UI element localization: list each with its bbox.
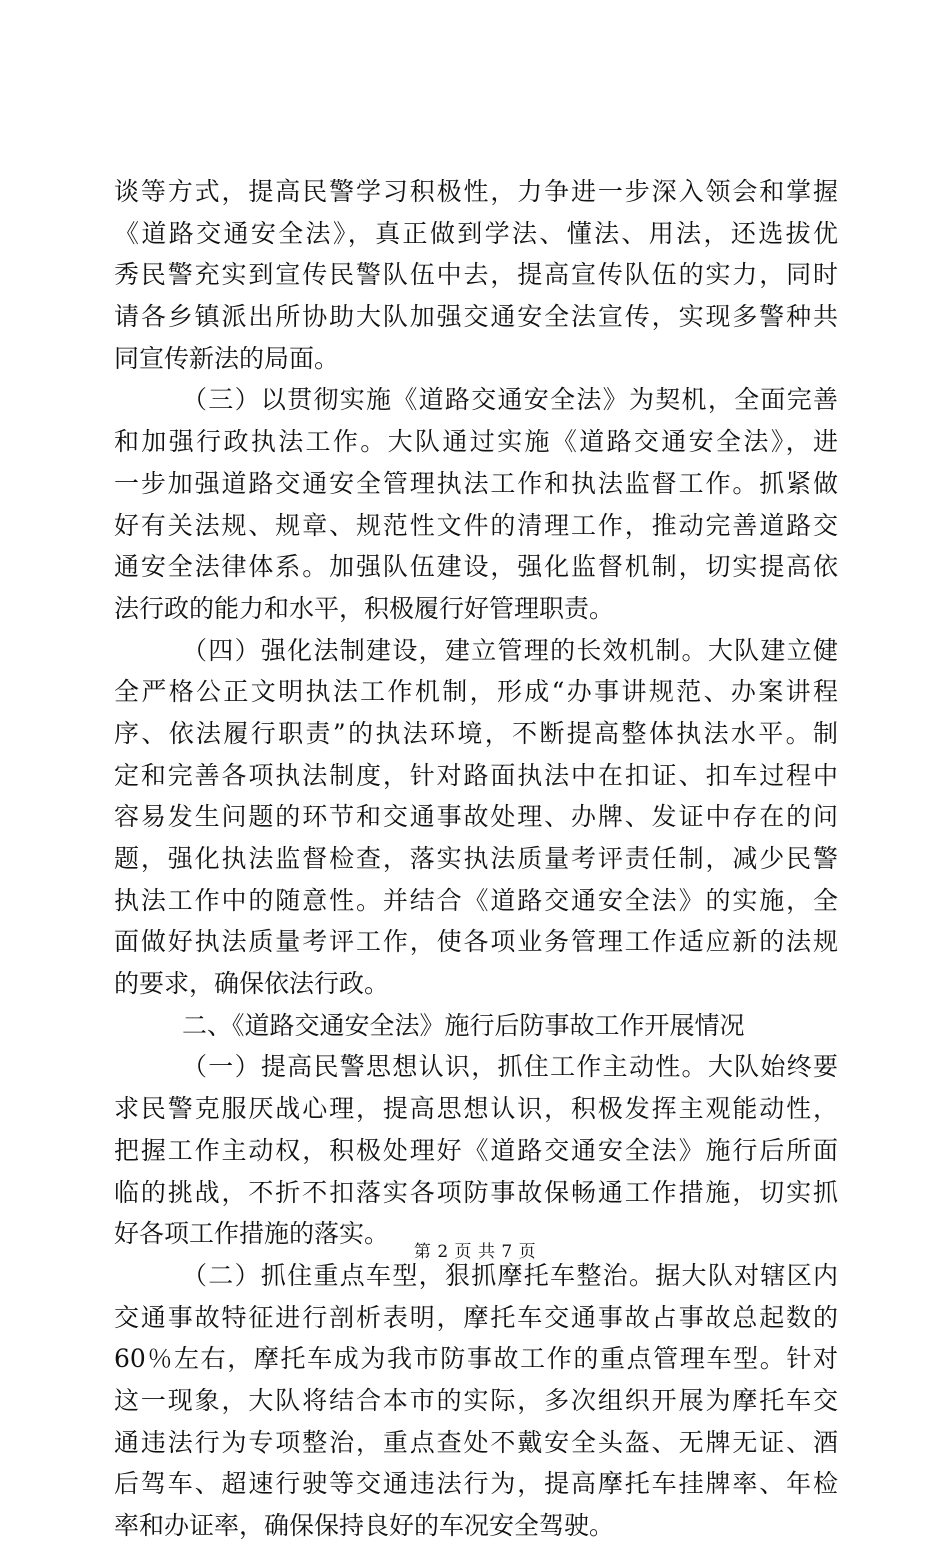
text-line: 求民警克服厌战心理，提高思想认识，积极发挥主观能动性， (114, 1094, 838, 1124)
text-line: 容易发生问题的环节和交通事故处理、办牌、发证中存在的问 (114, 802, 838, 832)
text-line: 《道路交通安全法》，真正做到学法、懂法、用法，还选拔优 (114, 218, 838, 248)
text-line: （四）强化法制建设，建立管理的长效机制。大队建立健 (182, 635, 838, 665)
text-line: 秀民警充实到宣传民警队伍中去，提高宣传队伍的实力，同时 (114, 260, 838, 290)
text-line: 好有关法规、规章、规范性文件的清理工作，推动完善道路交 (114, 510, 838, 540)
text-line: 临的挑战，不折不扣落实各项防事故保畅通工作措施，切实抓 (114, 1177, 838, 1207)
text-line: 谈等方式，提高民警学习积极性，力争进一步深入领会和掌握 (114, 177, 838, 206)
text-line: 题，强化执法监督检查，落实执法质量考评责任制，减少民警 (114, 844, 838, 873)
text-line: 全严格公正文明执法工作机制，形成“办事讲规范、办案讲程 (114, 677, 838, 707)
text-line: 请各乡镇派出所协助大队加强交通安全法宣传，实现多警种共 (114, 302, 838, 332)
text-line: 和加强行政执法工作。大队通过实施《道路交通安全法》，进 (114, 427, 838, 457)
text-line: （三）以贯彻实施《道路交通安全法》为契机，全面完善 (182, 385, 838, 415)
text-line: 通安全法律体系。加强队伍建设，强化监督机制，切实提高依 (114, 552, 838, 582)
text-line: 执法工作中的随意性。并结合《道路交通安全法》的实施，全 (114, 885, 838, 915)
text-line: （二）抓住重点车型，狠抓摩托车整治。据大队对辖区内 (182, 1260, 838, 1290)
text-line: 把握工作主动权，积极处理好《道路交通安全法》施行后所面 (114, 1135, 838, 1165)
text-line: 交通事故特征进行剖析表明，摩托车交通事故占事故总起数的 (114, 1302, 838, 1332)
page-number: 第 2 页 共 7 页 (413, 1242, 537, 1262)
text-line: 法行政的能力和水平，积极履行好管理职责。 (114, 593, 615, 623)
text-line: 面做好执法质量考评工作，使各项业务管理工作适应新的法规 (114, 927, 838, 957)
text-line: 定和完善各项执法制度，针对路面执法中在扣证、扣车过程中 (114, 760, 838, 790)
text-line: 二、《道路交通安全法》施行后防事故工作开展情况 (182, 1010, 745, 1040)
text-line: 好各项工作措施的落实。 (114, 1219, 390, 1249)
document-body (114, 171, 838, 1547)
text-line: 一步加强道路交通安全管理执法工作和执法监督工作。抓紧做 (114, 468, 838, 498)
text-line: 率和办证率，确保保持良好的车况安全驾驶。 (114, 1511, 615, 1540)
text-line: （一）提高民警思想认识，抓住工作主动性。大队始终要 (182, 1052, 838, 1082)
text-line: 通违法行为专项整治，重点查处不戴安全头盔、无牌无证、酒 (114, 1427, 838, 1457)
text-line: 后驾车、超速行驶等交通违法行为，提高摩托车挂牌率、年检 (114, 1469, 838, 1499)
text-line: 的要求，确保依法行政。 (114, 969, 390, 999)
text-line: 同宣传新法的局面。 (114, 343, 340, 373)
text-line: 60％左右，摩托车成为我市防事故工作的重点管理车型。针对 (114, 1344, 838, 1374)
text-line: 序、依法履行职责”的执法环境，不断提高整体执法水平。制 (114, 718, 838, 748)
text-line: 这一现象，大队将结合本市的实际，多次组织开展为摩托车交 (114, 1385, 838, 1415)
